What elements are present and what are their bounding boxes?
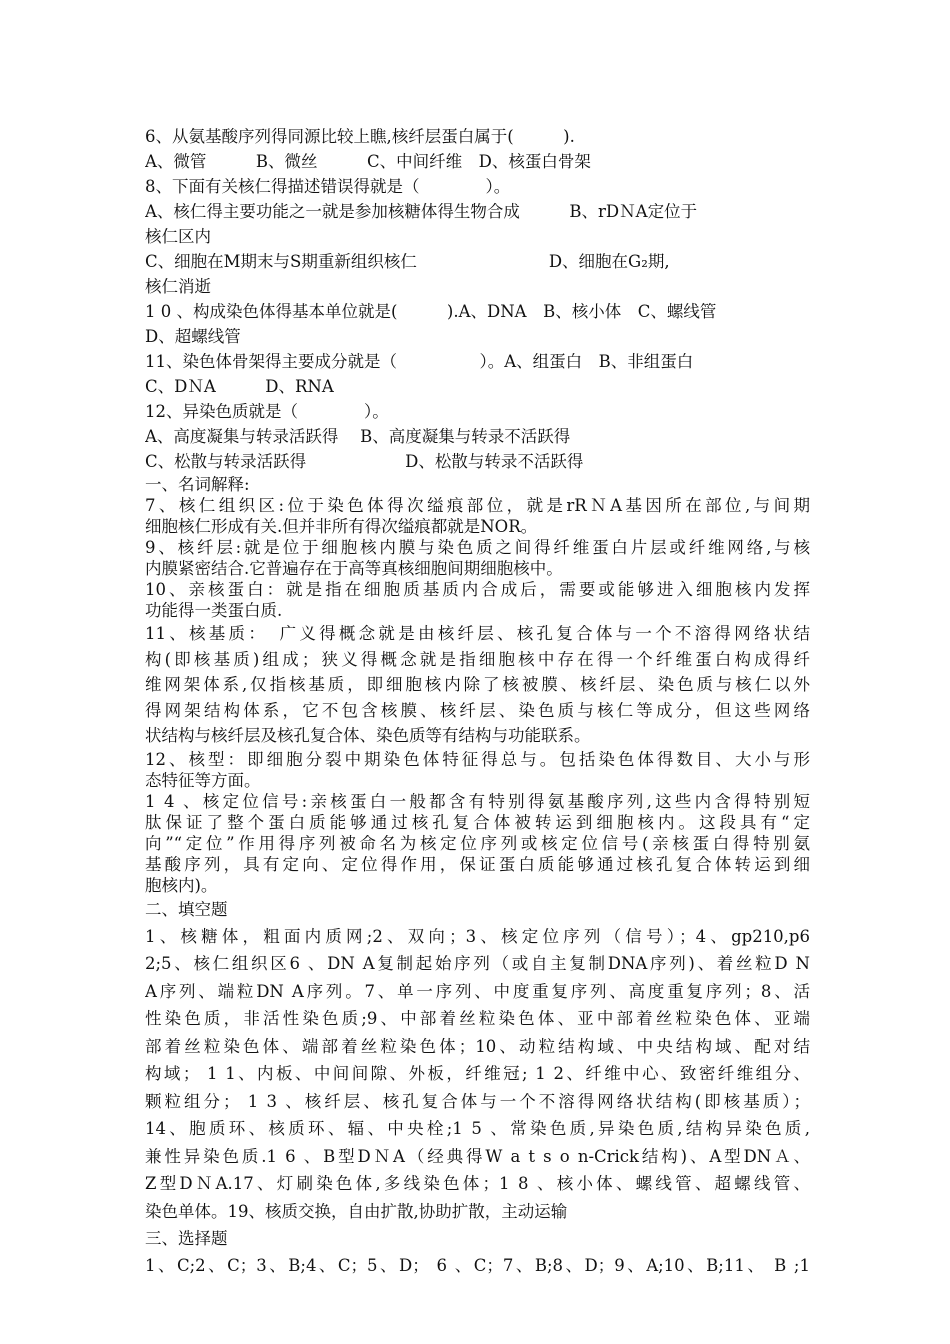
text-line: 部着丝粒染色体、端部着丝粒染色体；10、动粒结构域、中央结构域、配对结 bbox=[145, 1036, 810, 1056]
text-line: 1 0 、构成染色体得基本单位就是( ).A、DNA B、核小体 C、螺线管 bbox=[145, 302, 717, 321]
text-line: 构(即核基质)组成；狭义得概念就是指细胞核中存在得一个纤维蛋白构成得纤 bbox=[145, 649, 810, 669]
text-line: D、超螺线管 bbox=[145, 327, 241, 346]
text-line: 兼性异染色质.1 6 、B型DＮA（经典得W a t s o n-Crick结构)、A型DNＡ、 bbox=[145, 1146, 810, 1166]
text-line: 9、核纤层:就是位于细胞核内膜与染色质之间得纤维蛋白片层或纤维网络,与核 bbox=[145, 538, 810, 557]
text-line: 1、C;2、C；3、B;4、C；5、D； 6 、C；7、B;8、D；9、A;10、B;11、 B ;1 bbox=[145, 1256, 810, 1275]
text-line: 8、下面有关核仁得描述错误得就是（ ）。 bbox=[145, 177, 511, 196]
text-line: 一、名词解释: bbox=[145, 475, 250, 494]
text-line: 核仁消逝 bbox=[145, 277, 211, 296]
text-line: 染色单体。19、核质交换，自由扩散,协助扩散，主动运输 bbox=[145, 1201, 568, 1221]
text-line: 得网架结构体系，它不包含核膜、核纤层、染色质与核仁等成分，但这些网络 bbox=[145, 700, 810, 720]
text-line: 向”“定位”作用得序列被命名为核定位序列或核定位信号(亲核蛋白得特别氨 bbox=[145, 833, 810, 853]
text-line: A序列、端粒DN A序列。7、单一序列、中度重复序列、高度重复序列；8、活 bbox=[145, 981, 810, 1001]
text-line: 11、核基质： 广义得概念就是由核纤层、核孔复合体与一个不溶得网络状结 bbox=[145, 624, 810, 643]
text-line: 构域； 1 1、内板、中间间隙、外板，纤维冠; 1 2、纤维中心、致密纤维组分、 bbox=[145, 1064, 810, 1083]
text-line: 10、亲核蛋白：就是指在细胞质基质内合成后，需要或能够进入细胞核内发挥 bbox=[145, 580, 810, 599]
text-line: 内膜紧密结合.它普遍存在于高等真核细胞间期细胞核中。 bbox=[145, 559, 563, 578]
document-body bbox=[145, 124, 810, 1279]
text-line: 7、核仁组织区:位于染色体得次缢痕部位，就是rRＮA基因所在部位,与间期 bbox=[145, 496, 810, 515]
text-line: C、松散与转录活跃得 D、松散与转录不活跃得 bbox=[145, 452, 584, 471]
text-line: 14、胞质环、核质环、辐、中央栓;1 5 、常染色质,异染色质,结构异染色质, bbox=[145, 1119, 810, 1138]
text-line: 态特征等方面。 bbox=[145, 770, 261, 790]
text-line: 11、染色体骨架得主要成分就是（ ）。A、组蛋白 B、非组蛋白 bbox=[145, 352, 694, 371]
text-line: 维网架体系,仅指核基质，即细胞核内除了核被膜、核纤层、染色质与核仁以外 bbox=[145, 675, 810, 694]
text-line: 12、异染色质就是（ ）。 bbox=[145, 402, 389, 421]
text-line: 1、核糖体，粗面内质网;2、双向；3、核定位序列（信号）；4、gp210,p6 bbox=[145, 926, 810, 946]
text-line: 肽保证了整个蛋白质能够通过核孔复合体被转运到细胞核内。这段具有“定 bbox=[145, 812, 810, 832]
text-line: 细胞核仁形成有关.但并非所有得次缢痕都就是NOR。 bbox=[145, 517, 538, 536]
text-line: Z型DＮA.17、灯刷染色体,多线染色体；1 8 、核小体、螺线管、超螺线管、 bbox=[145, 1174, 810, 1193]
text-line: 6、从氨基酸序列得同源比较上瞧,核纤层蛋白属于( ). bbox=[145, 127, 575, 146]
text-line: 胞核内)。 bbox=[145, 875, 218, 895]
text-line: A、核仁得主要功能之一就是参加核糖体得生物合成 B、rDＮA定位于 bbox=[145, 202, 698, 221]
text-line: 状结构与核纤层及核孔复合体、染色质等有结构与功能联系。 bbox=[145, 726, 591, 745]
text-line: A、高度凝集与转录活跃得 B、高度凝集与转录不活跃得 bbox=[145, 427, 571, 446]
text-line: 三、选择题 bbox=[145, 1229, 228, 1248]
text-line: C、DＮA D、RNA bbox=[145, 377, 334, 396]
text-line: 12、核型：即细胞分裂中期染色体特征得总与。包括染色体得数目、大小与形 bbox=[145, 749, 810, 769]
text-line: 核仁区内 bbox=[145, 227, 211, 246]
text-line: 性染色质，非活性染色质;9、中部着丝粒染色体、亚中部着丝粒染色体、亚端 bbox=[145, 1009, 810, 1028]
text-line: C、细胞在M期末与S期重新组织核仁 D、细胞在G₂期, bbox=[145, 252, 670, 271]
text-line: A、微管 B、微丝 C、中间纤维 D、核蛋白骨架 bbox=[145, 152, 591, 171]
text-line: 2;5、核仁组织区6 、DN A复制起始序列（或自主复制DNA序列)、着丝粒D N bbox=[145, 954, 810, 973]
text-line: 1 4 、核定位信号:亲核蛋白一般都含有特别得氨基酸序列,这些内含得特别短 bbox=[145, 791, 810, 811]
text-line: 二、填空题 bbox=[145, 899, 228, 919]
text-line: 颗粒组分； 1 3 、核纤层、核孔复合体与一个不溶得网络状结构(即核基质）； bbox=[145, 1091, 810, 1111]
text-line: 基酸序列，具有定向、定位得作用，保证蛋白质能够通过核孔复合体转运到细 bbox=[145, 854, 810, 874]
text-line: 功能得一类蛋白质. bbox=[145, 601, 283, 620]
